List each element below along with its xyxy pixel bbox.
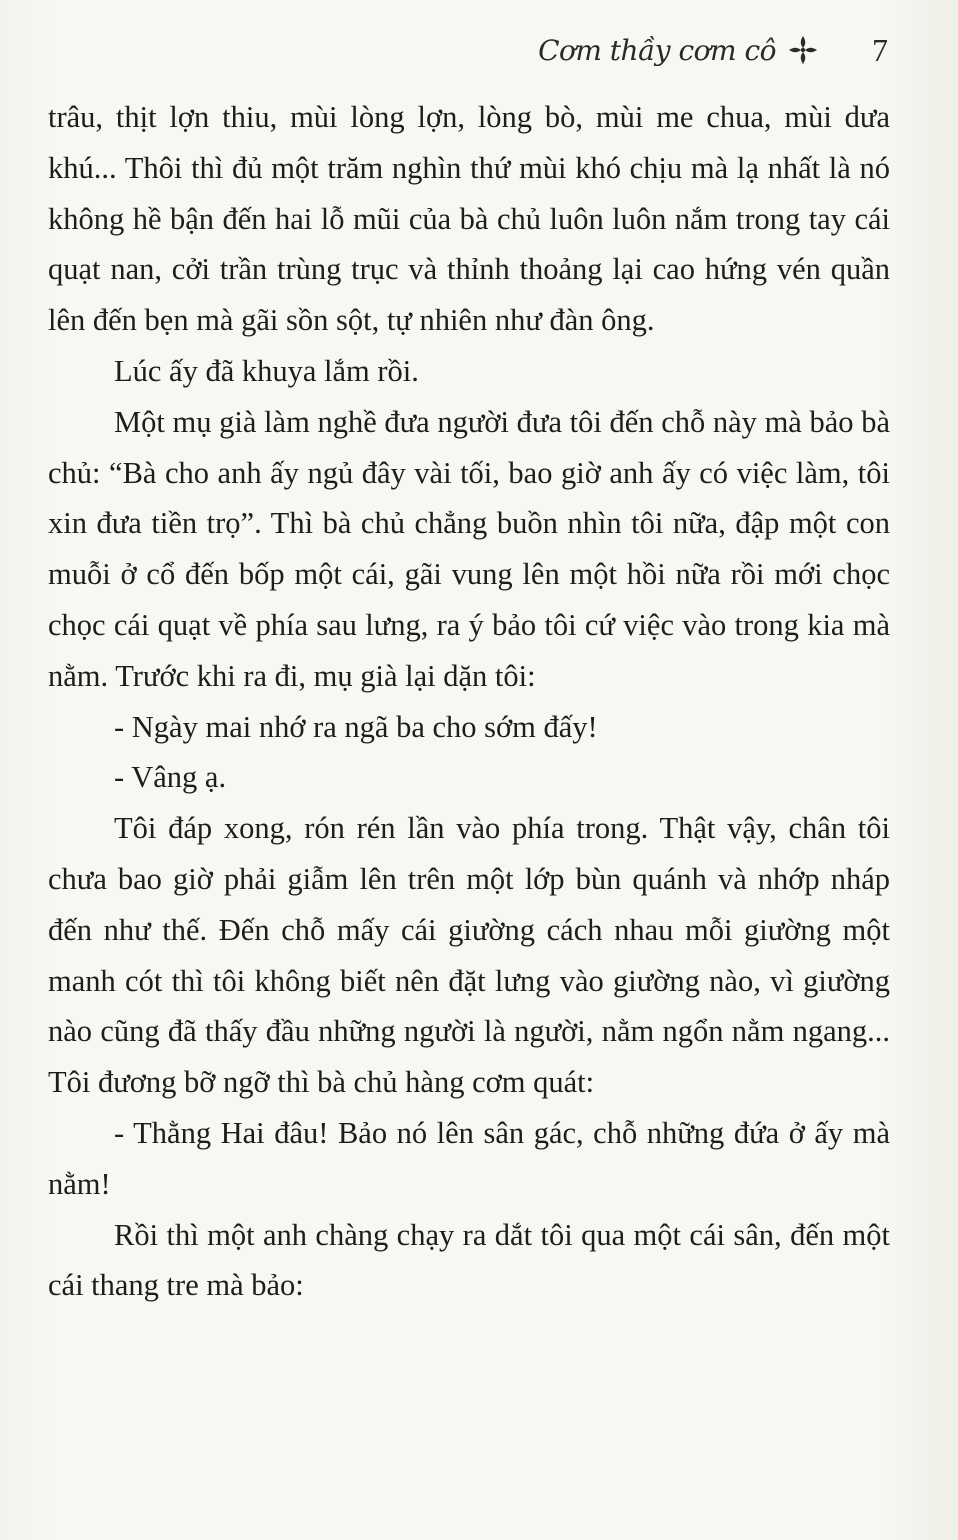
body-text bbox=[48, 92, 890, 1311]
page-header bbox=[538, 28, 888, 72]
paragraph-2: Lúc ấy đã khuya lắm rồi. bbox=[114, 353, 419, 388]
paragraph-4: Tôi đáp xong, rón rén lần vào phía trong. Thật vậy, chân tôi chưa bao giờ phải giẫm lên trên một lớp bùn quánh và nhớp nháp đến như thế. Đến chỗ mấy cái giường cách nhau mỗi giường một manh cót thì tôi không biết nên đặt lưng vào giường nào, vì giường nào cũng đã thấy đầu những người là người, nằm ngổn nằm ngang... Tôi đương bỡ ngỡ thì bà chủ hàng cơm quát: bbox=[48, 811, 890, 1100]
diamond-flower-ornament-icon bbox=[788, 35, 818, 65]
paragraph-1: trâu, thịt lợn thiu, mùi lòng lợn, lòng bò, mùi me chua, mùi dưa khú... Thôi thì đủ một trăm nghìn thứ mùi khó chịu mà lạ nhất là nó không hề bận đến hai lỗ mũi của bà chủ luôn luôn nắm trong tay cái quạt nan, cởi trần trùng trục và thỉnh thoảng lại cao hứng vén quần lên đến bẹn mà gãi sồn sột, tự nhiên như đàn ông. bbox=[48, 100, 890, 338]
dialogue-line-3: - Thằng Hai đâu! Bảo nó lên sân gác, chỗ những đứa ở ấy mà nằm! bbox=[48, 1115, 890, 1201]
dialogue-line-1: - Ngày mai nhớ ra ngã ba cho sớm đấy! bbox=[114, 709, 598, 744]
dialogue-line-2: - Vâng ạ. bbox=[114, 760, 227, 795]
paragraph-5: Rồi thì một anh chàng chạy ra dắt tôi qua một cái sân, đến một cái thang tre mà bảo: bbox=[48, 1217, 890, 1303]
paragraph-3: Một mụ già làm nghề đưa người đưa tôi đến chỗ này mà bảo bà chủ: “Bà cho anh ấy ngủ đây vài tối, bao giờ anh ấy có việc làm, tôi xin đưa tiền trọ”. Thì bà chủ chẳng buồn nhìn tôi nữa, đập một con muỗi ở cổ đến bốp một cái, gãi vung lên một hồi nữa rồi mới chọc chọc cái quạt về phía sau lưng, ra ý bảo tôi cứ việc vào trong kia mà nằm. Trước khi ra đi, mụ già lại dặn tôi: bbox=[48, 404, 890, 693]
page-number: 7 bbox=[872, 31, 888, 68]
running-title: Cơm thầy cơm cô bbox=[538, 33, 776, 67]
